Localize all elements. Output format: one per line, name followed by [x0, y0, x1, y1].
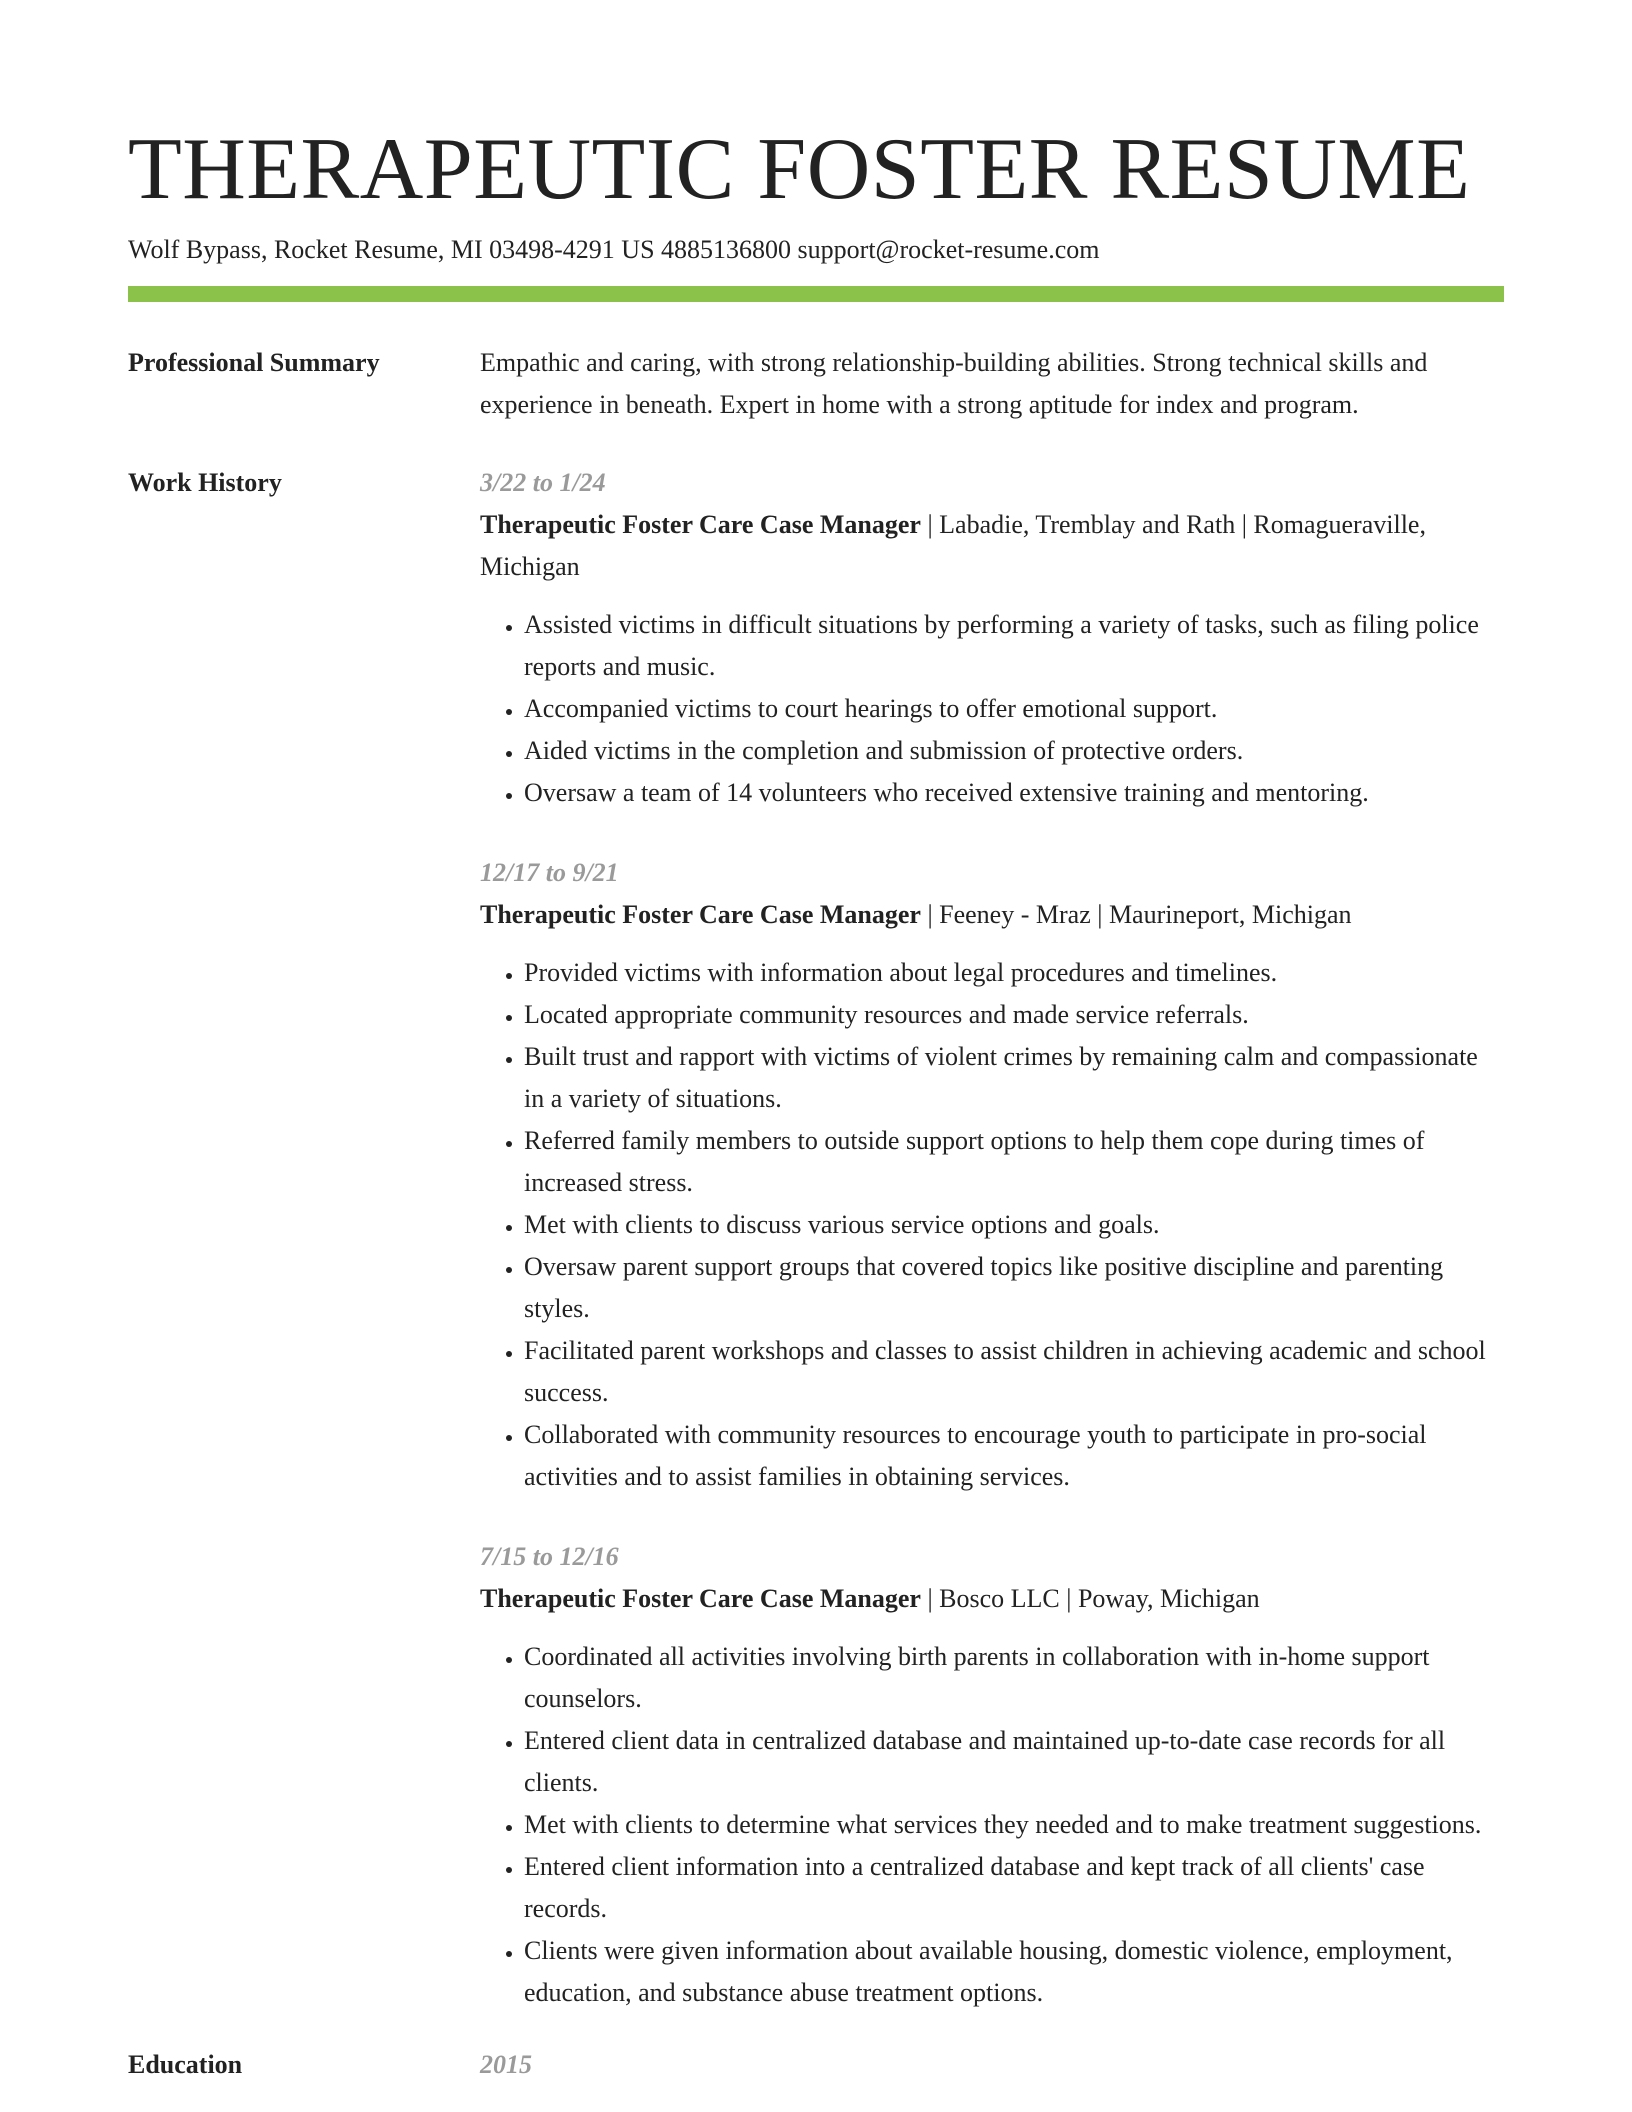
- job-bullet: • Facilitated parent workshops and classes to assist children in achieving academic and school success.: [524, 1330, 1504, 1414]
- job-dates: 3/22 to 1/24: [480, 468, 606, 497]
- job-bullet: • Oversaw a team of 14 volunteers who received extensive training and mentoring.: [524, 772, 1504, 814]
- work-history-heading: Work History: [128, 468, 282, 497]
- job-bullet: • Coordinated all activities involving birth parents in collaboration with in-home support counselors.: [524, 1636, 1504, 1720]
- job-title-line: [480, 894, 1504, 936]
- resume-page: [128, 120, 1504, 2086]
- job-bullet: • Assisted victims in difficult situations by performing a variety of tasks, such as filing police reports and music.: [524, 604, 1504, 688]
- job-bullet: • Met with clients to determine what services they needed and to make treatment suggestions.: [524, 1804, 1504, 1846]
- job-bullet: • Collaborated with community resources to encourage youth to participate in pro-social activities and to assist families in obtaining services.: [524, 1414, 1504, 1498]
- job-bullet: • Entered client data in centralized database and maintained up-to-date case records for all clients.: [524, 1720, 1504, 1804]
- summary-text: Empathic and caring, with strong relationship-building abilities. Strong technical skills and experience in beneath. Expert in home with a strong aptitude for index and program.: [480, 348, 1428, 419]
- work-history-section: [128, 462, 1504, 2014]
- job-bullets: [480, 604, 1504, 814]
- education-section: [128, 2044, 1504, 2086]
- job-dates: 12/17 to 9/21: [480, 858, 619, 887]
- contact-phone: 4885136800: [661, 235, 792, 264]
- header-divider: [128, 286, 1504, 302]
- job-details: | Feeney - Mraz | Maurineport, Michigan: [920, 900, 1352, 929]
- summary-heading: Professional Summary: [128, 348, 380, 377]
- job-bullet: • Referred family members to outside support options to help them cope during times of increased stress.: [524, 1120, 1504, 1204]
- job-entry: [480, 1536, 1504, 2014]
- contact-line: [128, 232, 1504, 268]
- job-bullets: [480, 1636, 1504, 2014]
- job-details: | Bosco LLC | Poway, Michigan: [920, 1584, 1260, 1613]
- job-entry: [480, 852, 1504, 1498]
- job-role: Therapeutic Foster Care Case Manager: [480, 1584, 921, 1613]
- resume-title: THERAPEUTIC FOSTER RESUME: [128, 121, 1471, 218]
- job-bullet: • Met with clients to discuss various service options and goals.: [524, 1204, 1504, 1246]
- job-bullet: • Located appropriate community resources and made service referrals.: [524, 994, 1504, 1036]
- education-dates: 2015: [480, 2050, 532, 2079]
- contact-address: Wolf Bypass, Rocket Resume, MI 03498-4291 US: [128, 235, 655, 264]
- job-bullet: • Clients were given information about available housing, domestic violence, employment, education, and substance abuse treatment options.: [524, 1930, 1504, 2014]
- contact-email: support@rocket-resume.com: [797, 235, 1100, 264]
- job-entry: [480, 462, 1504, 814]
- job-bullet: • Entered client information into a centralized database and kept track of all clients' case records.: [524, 1846, 1504, 1930]
- job-dates: 7/15 to 12/16: [480, 1542, 619, 1571]
- job-role: Therapeutic Foster Care Case Manager: [480, 900, 921, 929]
- job-details: | Labadie, Tremblay and Rath | Romagueraville, Michigan: [480, 510, 1426, 581]
- job-bullet: • Oversaw parent support groups that covered topics like positive discipline and parenting styles.: [524, 1246, 1504, 1330]
- job-title-line: [480, 504, 1504, 588]
- job-bullet: • Accompanied victims to court hearings to offer emotional support.: [524, 688, 1504, 730]
- job-bullet: • Aided victims in the completion and submission of protective orders.: [524, 730, 1504, 772]
- job-bullets: [480, 952, 1504, 1498]
- job-title-line: [480, 1578, 1504, 1620]
- job-role: Therapeutic Foster Care Case Manager: [480, 510, 921, 539]
- summary-section: [128, 342, 1504, 426]
- education-heading: Education: [128, 2050, 243, 2079]
- education-body: [480, 2044, 1504, 2086]
- job-bullet: • Provided victims with information about legal procedures and timelines.: [524, 952, 1504, 994]
- job-bullet: • Built trust and rapport with victims of violent crimes by remaining calm and compassionate in a variety of situations.: [524, 1036, 1504, 1120]
- work-history-list: [480, 462, 1504, 2014]
